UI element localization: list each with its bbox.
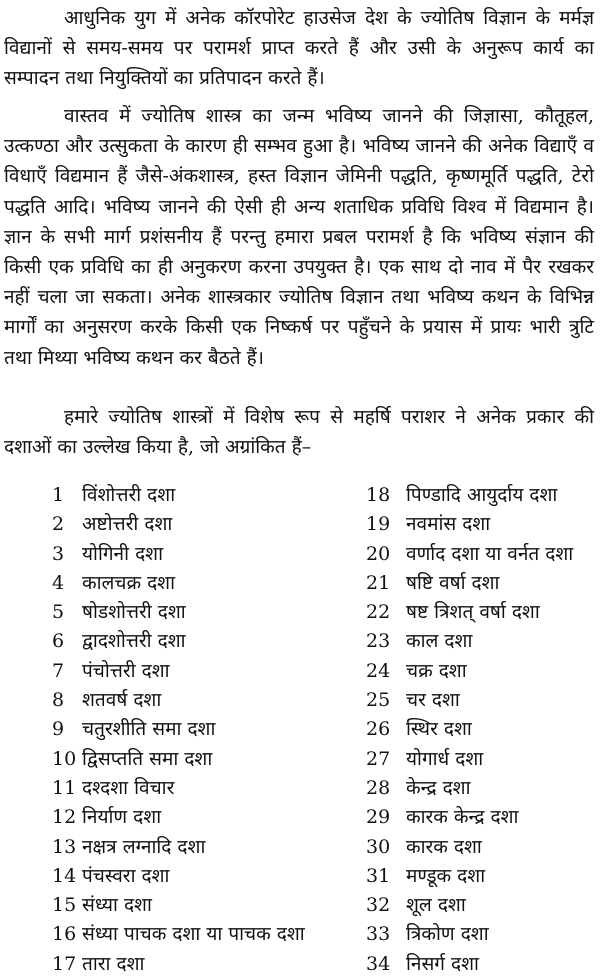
dasha-name: संध्या दशा <box>82 894 152 917</box>
dasha-name: द्विसप्तति समा दशा <box>82 747 213 770</box>
dasha-number: 18 <box>366 484 391 506</box>
dasha-list-item <box>360 833 600 862</box>
paragraph-corporate-houses: आधुनिक युग में अनेक कॉरपोरेट हाउसेज देश के ज्योतिष विज्ञान के मर्मज्ञ विद्यानों से समय-समय पर परामर्श प्राप्त करते हैं और उसी के अनुरूप कार्य का सम्पादन तथा नियुक्तियों का प्रतिपादन करते हैं। <box>4 7 594 90</box>
dasha-list-item <box>360 862 600 891</box>
dasha-number: 1 <box>52 484 65 506</box>
dasha-name: चक्र दशा <box>406 659 467 682</box>
dasha-number: 3 <box>52 542 65 565</box>
dasha-name: कारक केन्द्र दशा <box>406 806 519 829</box>
dasha-number: 31 <box>366 864 391 887</box>
dasha-number: 26 <box>366 718 391 741</box>
dasha-list-item <box>360 540 600 569</box>
dasha-list-item <box>40 891 340 920</box>
dasha-name: केन्द्र दशा <box>406 776 471 799</box>
dasha-list-item <box>40 862 340 891</box>
dasha-list-item <box>360 745 600 774</box>
dasha-name: संध्या पाचक दशा या पाचक दशा <box>82 923 305 946</box>
dasha-name: योगार्ध दशा <box>406 747 484 770</box>
dasha-number: 34 <box>366 952 391 975</box>
dasha-list-item <box>40 774 340 803</box>
dasha-name: नक्षत्र लग्नादि दशा <box>82 835 206 858</box>
dasha-name: शतवर्ष दशा <box>82 689 162 712</box>
dasha-name: पंचोत्तरी दशा <box>82 659 170 682</box>
dasha-name: षष्ट त्रिशत् वर्षा दशा <box>406 601 540 624</box>
dasha-number: 30 <box>366 835 391 858</box>
dasha-number: 25 <box>366 689 391 712</box>
dasha-number: 2 <box>52 513 65 536</box>
dasha-list-item <box>40 833 340 862</box>
dasha-name: निसर्ग दशा <box>406 952 479 975</box>
dasha-number: 17 <box>52 952 77 975</box>
dasha-number: 8 <box>52 689 65 712</box>
dasha-number: 9 <box>52 718 65 741</box>
dasha-name: षोडशोत्तरी दशा <box>82 601 186 624</box>
dasha-name: पिण्डादि आयुर्दाय दशा <box>406 484 558 506</box>
dasha-list-item <box>40 627 340 656</box>
dasha-number: 28 <box>366 776 391 799</box>
dasha-number: 16 <box>52 923 77 946</box>
dasha-name: शूल दशा <box>406 894 466 917</box>
dasha-number: 21 <box>366 571 391 594</box>
dasha-number: 4 <box>52 571 65 594</box>
dasha-number: 5 <box>52 601 65 624</box>
dasha-number: 27 <box>366 747 391 770</box>
dasha-name: कालचक्र दशा <box>82 571 176 594</box>
dasha-name: विंशोत्तरी दशा <box>82 484 176 506</box>
dasha-list-item <box>360 569 600 598</box>
dasha-number: 13 <box>52 835 77 858</box>
dasha-list-item <box>40 510 340 539</box>
dasha-list-item <box>40 657 340 686</box>
dasha-number: 11 <box>52 776 77 799</box>
dasha-list-item <box>40 803 340 832</box>
dasha-list-right-column <box>360 481 600 979</box>
dasha-number: 29 <box>366 806 391 829</box>
dasha-list-item <box>40 686 340 715</box>
dasha-list-item <box>360 627 600 656</box>
dasha-number: 20 <box>366 542 391 565</box>
dasha-list-item <box>360 715 600 744</box>
dasha-name: कारक दशा <box>406 835 482 858</box>
dasha-name: दश्दशा विचार <box>82 776 175 799</box>
dasha-name: तारा दशा <box>82 952 145 975</box>
dasha-number: 19 <box>366 513 391 536</box>
dasha-name: निर्याण दशा <box>82 806 162 829</box>
dasha-number: 24 <box>366 659 391 682</box>
dasha-name: स्थिर दशा <box>406 718 472 741</box>
dasha-list-left-column <box>40 481 340 979</box>
dasha-list-item <box>360 774 600 803</box>
dasha-list-item <box>360 803 600 832</box>
dasha-number: 6 <box>52 630 65 653</box>
dasha-number: 10 <box>52 747 77 770</box>
dasha-list-item <box>40 540 340 569</box>
dasha-name: काल दशा <box>406 630 473 653</box>
dasha-name: षष्टि वर्षा दशा <box>406 571 500 594</box>
dasha-name: चतुरशीति समा दशा <box>82 718 216 741</box>
dasha-list-item <box>360 891 600 920</box>
dasha-name: अष्टोत्तरी दशा <box>82 513 173 536</box>
dasha-list-item <box>40 920 340 949</box>
dasha-list-item <box>40 715 340 744</box>
dasha-number: 32 <box>366 894 391 917</box>
dasha-number: 15 <box>52 894 77 917</box>
dasha-name: नवमांस दशा <box>406 513 491 536</box>
dasha-name: वर्णाद दशा या वर्नत दशा <box>406 542 574 565</box>
dasha-name: पंचस्वरा दशा <box>82 864 170 887</box>
dasha-name: योगिनी दशा <box>82 542 163 565</box>
dasha-number: 14 <box>52 864 77 887</box>
dasha-name: मण्डूक दशा <box>406 864 486 887</box>
dasha-list-item <box>40 745 340 774</box>
dasha-list-item <box>360 686 600 715</box>
dasha-name: त्रिकोण दशा <box>406 923 489 946</box>
dasha-number: 23 <box>366 630 391 653</box>
dasha-list-item <box>360 510 600 539</box>
paragraph-dasha-intro: हमारे ज्योतिष शास्त्रों में विशेष रूप से महर्षि पराशर ने अनेक प्रकार की दशाओं का उल्लेख किया है, जो अग्रांकित हैं– <box>4 406 594 459</box>
dasha-number: 12 <box>52 806 77 829</box>
dasha-name: चर दशा <box>406 689 460 712</box>
dasha-list-item <box>360 657 600 686</box>
paragraph-origin-of-astrology: वास्तव में ज्योतिष शास्त्र का जन्म भविष्य जानने की जिज्ञासा, कौतूहल, उत्कण्ठा और उत्सुकता के कारण ही सम्भव हुआ है। भविष्य जानने की अनेक विद्याएँ व विधाएँ विद्यमान हैं जैसे-अंकशास्त्र, हस्त विज्ञान जेमिनी पद्धति, कृष्णमूर्ति पद्धति, टेरो पद्धति आदि। भविष्य जानने की ऐसी ही अन्य शताधिक प्रविधि विश्व में विद्यमान है। ज्ञान के सभी मार्ग प्रशंसनीय हैं परन्तु हमारा प्रबल परामर्श है कि भविष्य संज्ञान की किसी एक प्रविधि का ही अनुकरण करना उपयुक्त है। एक साथ दो नाव में पैर रखकर नहीं चला जा सकता। अनेक शास्त्रकार ज्योतिष विज्ञान तथा भविष्य कथन के विभिन्न मार्गों का अनुसरण करके किसी एक निष्कर्ष पर पहुँचने के प्रयास में प्रायः भारी त्रुटि तथा मिथ्या भविष्य कथन कर बैठते हैं। <box>4 105 594 369</box>
dasha-list-item <box>360 920 600 949</box>
dasha-list-item <box>40 569 340 598</box>
dasha-name: द्वादशोत्तरी दशा <box>82 630 186 653</box>
dasha-list-item <box>40 481 340 510</box>
dasha-number: 22 <box>366 601 391 624</box>
dasha-list-item <box>360 481 600 510</box>
dasha-list-item <box>360 598 600 627</box>
dasha-list-item <box>40 598 340 627</box>
dasha-number: 7 <box>52 659 65 682</box>
dasha-number: 33 <box>366 923 391 946</box>
